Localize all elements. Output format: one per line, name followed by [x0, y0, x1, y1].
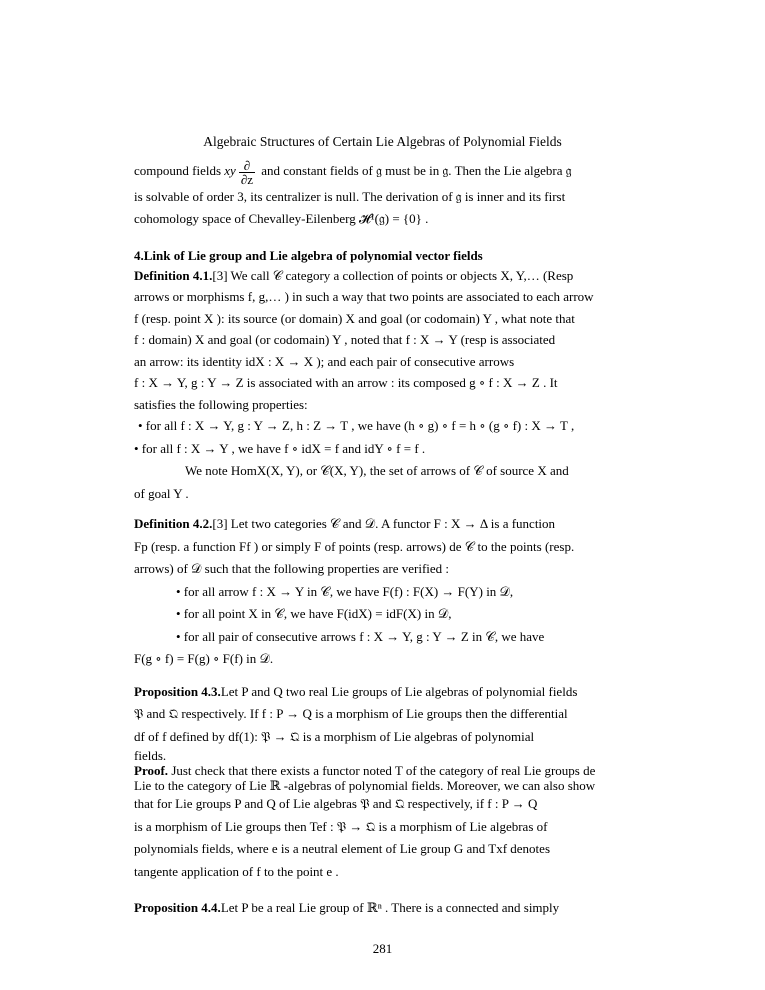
def42-bullet: • for all arrow f : X → Y in 𝒞, we have F(f) : F(X) → F(Y) in 𝒟,	[176, 583, 514, 599]
def41-line: f : X → Y, g : Y → Z is associated with an arrow : its composed g ∘ f : X → Z . It	[134, 375, 558, 391]
prop43-line: df of f defined by df(1): 𝔓 → 𝔔 is a morphism of Lie algebras of polynomial	[134, 728, 535, 744]
math-xy: xy	[224, 163, 236, 178]
def41-note: We note HomX(X, Y), or 𝒞(X, Y), the set of arrows of 𝒞 of source X and	[185, 463, 569, 479]
intro-line-2: is solvable of order 3, its centralizer is null. The derivation of 𝔤 is inner and its first	[134, 188, 566, 204]
def41-line: f (resp. point X ): its source (or domain) X and goal (or codomain) Y , what note that	[134, 310, 575, 326]
definition-4-2	[134, 513, 631, 581]
proof-cont	[134, 793, 631, 883]
prop43-line: 𝔓 and 𝔔 respectively. If f : P → Q is a morphism of Lie groups then the differential	[134, 706, 568, 722]
section-title: 4.Link of Lie group and Lie algebra of polynomial vector fields	[134, 247, 483, 263]
def41-bullet: • for all f : X → Y , we have f ∘ idX = f and idY ∘ f = f .	[134, 440, 426, 456]
page-body	[134, 158, 631, 920]
prop44-line: Let P be a real Lie group of ℝⁿ . There is a connected and simply	[220, 900, 560, 916]
def42-last-line: F(g ∘ f) = F(g) ∘ F(f) in 𝒟.	[134, 651, 274, 667]
running-header: Algebraic Structures of Certain Lie Algebras of Polynomial Fields	[203, 134, 562, 149]
prop43-line-last: fields.	[134, 748, 167, 764]
proof	[134, 763, 631, 793]
definition-4-1	[134, 265, 631, 416]
frac-numerator: ∂	[239, 159, 255, 173]
def41-line: f : domain) X and goal (or codomain) Y , noted that f : X → Y (resp is associated	[134, 332, 556, 348]
proof-line: polynomials fields, where e is a neutral element of Lie group G and Txf denotes	[134, 841, 550, 857]
proposition-4-4-label: Proposition 4.4.	[134, 900, 221, 916]
def41-line: arrows or morphisms f, g,… ) in such a way that two points are associated to each arrow	[134, 289, 594, 305]
proof-line: Lie to the category of Lie ℝ -algebras of polynomial fields. Moreover, we can also show	[134, 778, 596, 794]
intro-text: compound fields	[134, 163, 225, 178]
proposition-4-3-label: Proposition 4.3.	[134, 683, 221, 699]
def41-line: satisfies the following properties:	[134, 396, 308, 412]
proposition-4-4	[134, 897, 631, 920]
def41-bullet: • for all f : X → Y, g : Y → Z, h : Z → T , we have (h ∘ g) ∘ f = h ∘ (g ∘ f) : X → T ,	[138, 418, 575, 434]
proof-line: that for Lie groups P and Q of Lie algebras 𝔓 and 𝔔 respectively, if f : P → Q	[134, 796, 538, 812]
intro-line-1	[134, 158, 631, 186]
intro-line-3: cohomology space of Chevalley-Eilenberg 𝓗¹(𝔤) = {0} .	[134, 211, 429, 227]
def42-line: [3] Let two categories 𝒞 and 𝒟. A functor F : X → Δ is a function	[212, 516, 556, 532]
def42-line: Fp (resp. a function Ff ) or simply F of points (resp. arrows) de 𝒞 to the points (resp.	[134, 538, 575, 554]
def42-line: arrows) of 𝒟 such that the following properties are verified :	[134, 561, 450, 577]
def42-bullet: • for all pair of consecutive arrows f : X → Y, g : Y → Z in 𝒞, we have	[176, 628, 545, 644]
partial-fraction	[239, 159, 255, 186]
def41-line: [3] We call 𝒞 category a collection of points or objects X, Y,… (Resp	[212, 267, 574, 283]
definition-4-2-label: Definition 4.2.	[134, 516, 213, 532]
intro-text-cont: and constant fields of 𝔤 must be in 𝔤. Then the Lie algebra 𝔤	[258, 163, 572, 178]
proof-line: tangente application of f to the point e .	[134, 863, 339, 879]
proof-line: Just check that there exists a functor noted T of the category of real Lie groups de	[168, 763, 596, 779]
definition-4-1-label: Definition 4.1.	[134, 267, 213, 283]
proposition-4-3	[134, 681, 631, 749]
def41-line: an arrow: its identity idX : X → X ); and each pair of consecutive arrows	[134, 353, 515, 369]
proof-label: Proof.	[134, 763, 169, 779]
prop43-line: Let P and Q two real Lie groups of Lie algebras of polynomial fields	[220, 683, 578, 699]
proof-line: is a morphism of Lie groups then Tef : 𝔓 → 𝔔 is a morphism of Lie algebras of	[134, 818, 548, 834]
def42-bullet: • for all point X in 𝒞, we have F(idX) = idF(X) in 𝒟,	[176, 606, 452, 622]
page-number: 281	[372, 941, 393, 956]
frac-denominator: ∂z	[240, 171, 254, 187]
def41-note-cont: of goal Y .	[134, 485, 189, 501]
